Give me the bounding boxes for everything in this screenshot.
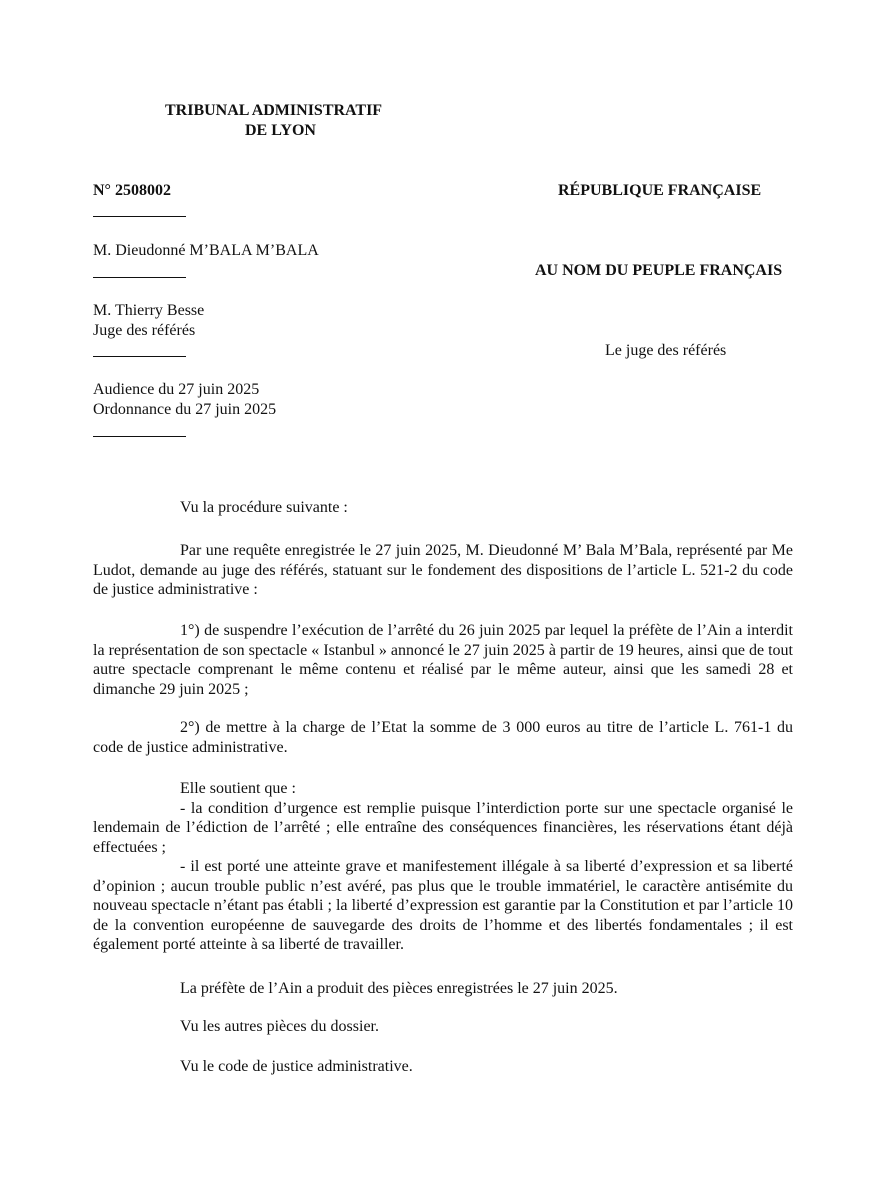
arguments-section: [93, 779, 793, 955]
court-name-line2: DE LYON: [245, 122, 316, 139]
point-1-text: 1°) de suspendre l’exécution de l’arrêté du 26 juin 2025 par lequel la préfète de l’Ain a interdit la représentation de son spectacle « Istanbul » annoncé le 27 juin 2025 à partir de 19 heures, ainsi que de tout autre spectacle comprenant le même contenu et réalisé par le même auteur, ainsi que les samedi 28 et dimanche 29 juin 2025 ;: [93, 622, 793, 698]
other-documents-paragraph: [93, 1017, 793, 1037]
point-1-paragraph: [93, 621, 793, 699]
argument-liberty: - il est porté une atteinte grave et manifestement illégale à sa liberté d’expression et sa liberté d’opinion ; aucun trouble public n’est avéré, pas plus que le trouble immatériel, le caractère antisémite du nouveau spectacle n’étant pas établi ; la liberté d’expression est garantie par la Constitution et par l’article 10 de la convention européenne de sauvegarde des droits de l’homme et des libertés fondamentales ; il est également porté atteinte à sa liberté de travailler.: [93, 858, 793, 953]
argument-urgency: - la condition d’urgence est remplie puisque l’interdiction porte sur une spectacle organisé le lendemain de l’édiction de l’arrêté ; elle entraîne des conséquences financières, les réservations étant déjà effectuées ;: [93, 799, 793, 856]
hearing-date: Audience du 27 juin 2025: [93, 381, 260, 398]
judge-name: M. Thierry Besse: [93, 302, 205, 319]
separator-rule: [93, 216, 186, 217]
in-the-name-heading: AU NOM DU PEUPLE FRANÇAIS: [535, 262, 783, 279]
other-documents-text: Vu les autres pièces du dossier.: [180, 1018, 379, 1035]
claimant-name: M. Dieudonné M’BALA M’BALA: [93, 242, 319, 259]
argues-heading: Elle soutient que :: [180, 780, 296, 797]
procedure-heading: [93, 498, 793, 518]
judge-role: Juge des référés: [93, 322, 196, 339]
point-2-text: 2°) de mettre à la charge de l’Etat la somme de 3 000 euros au titre de l’article L. 761-1 du code de justice administrative.: [93, 719, 793, 756]
separator-rule: [93, 356, 186, 357]
separator-rule: [93, 277, 186, 278]
point-2-paragraph: [93, 718, 793, 757]
request-text: Par une requête enregistrée le 27 juin 2025, M. Dieudonné M’ Bala M’Bala, représenté par Me Ludot, demande au juge des référés, statuant sur le fondement des dispositions de l’article L. 521-2 du code de justice administrative :: [93, 542, 793, 598]
judge-heading: Le juge des référés: [605, 342, 727, 359]
prefect-paragraph: [93, 979, 793, 999]
request-paragraph: [93, 541, 793, 600]
order-date: Ordonnance du 27 juin 2025: [93, 401, 277, 418]
case-number: N° 2508002: [93, 182, 171, 199]
code-paragraph: [93, 1057, 793, 1077]
prefect-text: La préfète de l’Ain a produit des pièces enregistrées le 27 juin 2025.: [180, 980, 618, 997]
republic-heading: RÉPUBLIQUE FRANÇAISE: [558, 182, 762, 199]
court-name-line1: TRIBUNAL ADMINISTRATIF: [165, 102, 383, 119]
procedure-text: Vu la procédure suivante :: [180, 499, 348, 516]
separator-rule: [93, 436, 186, 437]
code-text: Vu le code de justice administrative.: [180, 1058, 413, 1075]
